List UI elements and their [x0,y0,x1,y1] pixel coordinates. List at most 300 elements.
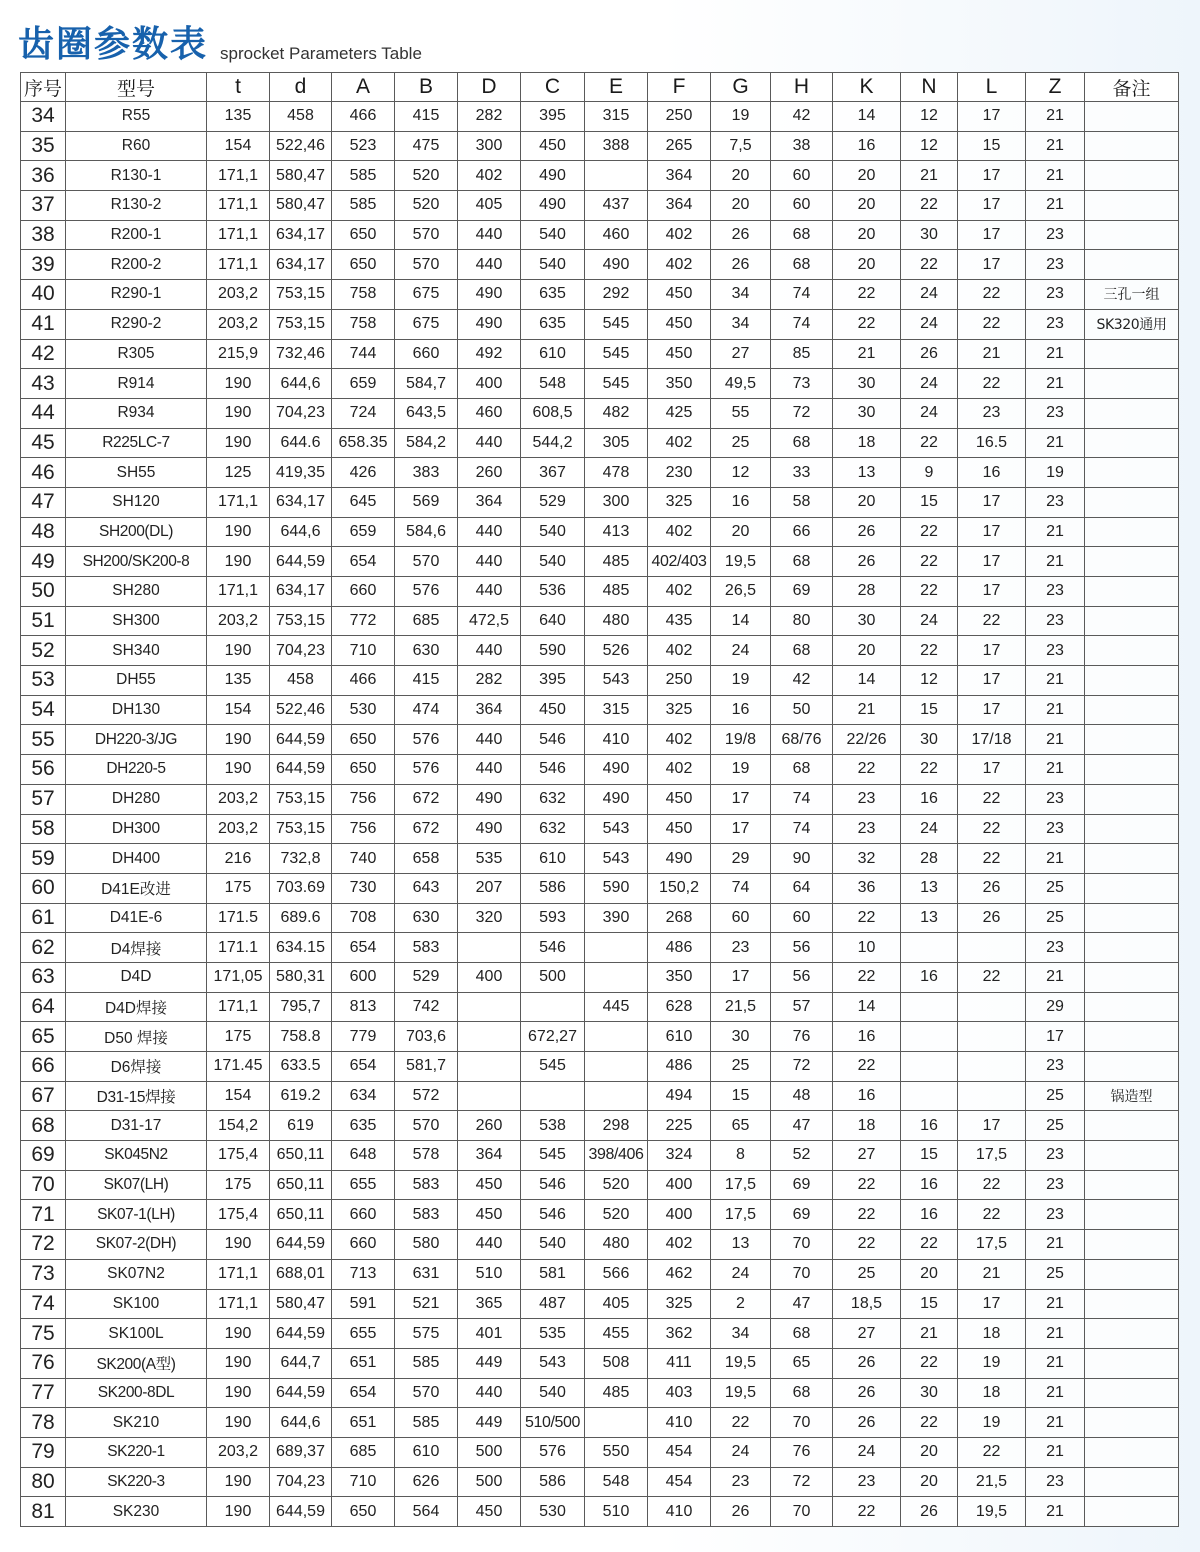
table-cell: 24 [711,1437,771,1467]
note-cell [1085,606,1179,636]
table-cell: 644,59 [270,725,332,755]
table-cell: 402 [648,755,711,785]
table-cell: 584,7 [395,369,458,399]
table-cell: 644.6 [270,428,332,458]
table-cell: 19 [958,1348,1026,1378]
table-cell: 415 [395,102,458,132]
table-cell: 520 [585,1200,648,1230]
table-cell: 68 [771,220,833,250]
table-cell: 450 [648,339,711,369]
table-cell: 32 [833,844,901,874]
table-row [21,1348,1179,1378]
table-cell: 23 [1026,220,1085,250]
table-cell: 460 [585,220,648,250]
table-cell: 19,5 [711,547,771,577]
table-cell: 325 [648,695,711,725]
table-cell: 440 [458,725,521,755]
row-index: 62 [21,933,66,963]
table-cell: 730 [332,873,395,903]
table-row [21,428,1179,458]
model-cell: R55 [66,102,207,132]
note-cell [1085,636,1179,666]
table-cell: 654 [332,1052,395,1082]
note-cell [1085,191,1179,221]
table-cell: 16 [901,784,958,814]
table-cell: 795,7 [270,992,332,1022]
table-cell: 490 [458,814,521,844]
table-cell: 24 [833,1437,901,1467]
table-cell: 742 [395,992,458,1022]
table-row [21,666,1179,696]
table-cell: 535 [458,844,521,874]
table-cell: 400 [458,369,521,399]
model-cell: D4D [66,962,207,992]
table-cell: 440 [458,428,521,458]
table-cell: 580,47 [270,191,332,221]
table-cell: 23 [1026,814,1085,844]
table-cell: 23 [1026,1052,1085,1082]
table-cell: 600 [332,962,395,992]
row-index: 68 [21,1111,66,1141]
table-row [21,933,1179,963]
note-cell [1085,1289,1179,1319]
table-cell: 23 [711,933,771,963]
model-cell: SK100 [66,1289,207,1319]
table-cell: 490 [521,161,585,191]
model-cell: SK230 [66,1497,207,1527]
table-cell: 154 [207,1081,270,1111]
table-cell: 485 [585,577,648,607]
table-cell: 732,8 [270,844,332,874]
table-cell: 402 [648,577,711,607]
table-cell: 540 [521,250,585,280]
table-cell: 490 [585,784,648,814]
table-row [21,873,1179,903]
table-cell: 650,11 [270,1200,332,1230]
table-cell: 56 [771,962,833,992]
model-cell: D50 焊接 [66,1022,207,1052]
table-cell: 207 [458,873,521,903]
table-cell: 523 [332,131,395,161]
table-cell: 22 [833,962,901,992]
table-body [21,102,1179,1527]
table-cell: 704,23 [270,398,332,428]
note-cell [1085,1022,1179,1052]
table-cell: 426 [332,458,395,488]
table-cell: 22 [901,517,958,547]
table-cell: 450 [521,131,585,161]
table-cell: 190 [207,369,270,399]
table-cell: 22 [711,1408,771,1438]
table-row [21,1289,1179,1319]
table-cell: 22 [901,1348,958,1378]
table-cell: 14 [833,102,901,132]
column-header: L [958,73,1026,102]
table-cell: 628 [648,992,711,1022]
table-cell: 14 [833,992,901,1022]
table-cell: 15 [901,695,958,725]
table-row [21,1081,1179,1111]
table-cell: 419,35 [270,458,332,488]
table-cell: 8 [711,1141,771,1171]
table-cell: 2 [711,1289,771,1319]
model-cell: R305 [66,339,207,369]
table-cell: 34 [711,309,771,339]
table-cell: 450 [648,784,711,814]
table-cell: 400 [648,1170,711,1200]
table-cell: 33 [771,458,833,488]
table-cell: 260 [458,1111,521,1141]
table-cell: 450 [648,309,711,339]
table-cell: 22 [901,191,958,221]
table-cell: 21 [1026,547,1085,577]
note-cell [1085,1200,1179,1230]
table-cell [585,1408,648,1438]
row-index: 72 [21,1230,66,1260]
row-index: 71 [21,1200,66,1230]
table-cell: 660 [332,577,395,607]
table-cell: 704,23 [270,1467,332,1497]
model-cell: D31-17 [66,1111,207,1141]
table-cell: 21 [1026,666,1085,696]
table-cell: 364 [648,191,711,221]
table-cell: 522,46 [270,131,332,161]
table-cell: 171.45 [207,1052,270,1082]
model-cell: D41E改进 [66,873,207,903]
model-cell: R200-2 [66,250,207,280]
table-cell: 410 [585,725,648,755]
table-cell: 689.6 [270,903,332,933]
table-cell: 17 [958,102,1026,132]
table-cell: 546 [521,1170,585,1200]
table-cell: 482 [585,398,648,428]
table-cell: 779 [332,1022,395,1052]
table-cell: 510 [458,1259,521,1289]
table-row [21,1437,1179,1467]
table-cell: 23 [1026,1467,1085,1497]
row-index: 35 [21,131,66,161]
table-cell: 68 [771,755,833,785]
table-cell: 68 [771,1319,833,1349]
table-cell: 490 [585,755,648,785]
table-cell: 24 [901,814,958,844]
note-cell [1085,547,1179,577]
table-cell: 659 [332,369,395,399]
table-cell: 175 [207,873,270,903]
table-cell: 440 [458,250,521,280]
table-row [21,577,1179,607]
table-cell: 16 [711,695,771,725]
table-cell: 440 [458,220,521,250]
table-cell: 454 [648,1437,711,1467]
table-cell: 644,59 [270,755,332,785]
table-cell [958,1022,1026,1052]
table-cell: 250 [648,102,711,132]
row-index: 77 [21,1378,66,1408]
table-cell: 23 [1026,606,1085,636]
table-cell: 65 [771,1348,833,1378]
table-cell: 325 [648,487,711,517]
table-cell: 292 [585,280,648,310]
table-cell: 402/403 [648,547,711,577]
table-cell: 21 [1026,369,1085,399]
table-cell: 26 [833,547,901,577]
table-cell: 21 [1026,1408,1085,1438]
table-cell: 644,6 [270,1408,332,1438]
table-cell: 265 [648,131,711,161]
table-row [21,725,1179,755]
table-row [21,1467,1179,1497]
table-row [21,1200,1179,1230]
table-cell: 450 [521,695,585,725]
table-cell: 203,2 [207,784,270,814]
table-cell: 610 [648,1022,711,1052]
table-cell: 13 [711,1230,771,1260]
table-cell: 494 [648,1081,711,1111]
table-cell: 570 [395,250,458,280]
table-row [21,131,1179,161]
table-cell: 15 [711,1081,771,1111]
table-cell: 475 [395,131,458,161]
table-cell: 581 [521,1259,585,1289]
table-cell: 395 [521,102,585,132]
table-cell: 7,5 [711,131,771,161]
table-cell: 17 [958,577,1026,607]
table-row [21,1052,1179,1082]
table-row [21,1378,1179,1408]
table-cell: 49,5 [711,369,771,399]
note-cell [1085,131,1179,161]
table-cell: 90 [771,844,833,874]
table-cell: 171.5 [207,903,270,933]
table-cell: 462 [648,1259,711,1289]
table-cell: 450 [648,280,711,310]
table-cell: 17 [1026,1022,1085,1052]
row-index: 42 [21,339,66,369]
note-cell [1085,487,1179,517]
row-index: 66 [21,1052,66,1082]
column-header: d [270,73,332,102]
table-cell: 634,17 [270,220,332,250]
table-cell: 175 [207,1170,270,1200]
table-cell: 24 [711,1259,771,1289]
row-index: 78 [21,1408,66,1438]
table-cell: 634,17 [270,487,332,517]
table-cell [521,992,585,1022]
table-cell: 21 [1026,1437,1085,1467]
table-cell: 17 [958,547,1026,577]
note-cell [1085,1408,1179,1438]
table-cell: 585 [395,1348,458,1378]
table-cell: 58 [771,487,833,517]
table-cell: 634,17 [270,577,332,607]
table-cell: 22 [833,1497,901,1527]
note-cell [1085,1052,1179,1082]
table-cell: 20 [711,161,771,191]
row-index: 34 [21,102,66,132]
table-cell: 480 [585,606,648,636]
table-cell: 12 [901,131,958,161]
table-cell: 17 [958,755,1026,785]
note-cell [1085,695,1179,725]
table-cell: 546 [521,725,585,755]
table-cell: 74 [771,309,833,339]
table-cell: 76 [771,1022,833,1052]
model-cell: R934 [66,398,207,428]
table-cell: 16 [901,1170,958,1200]
note-cell [1085,1111,1179,1141]
model-cell: SH280 [66,577,207,607]
row-index: 64 [21,992,66,1022]
table-cell: 474 [395,695,458,725]
table-cell: 753,15 [270,280,332,310]
table-cell [458,992,521,1022]
table-cell: 402 [648,636,711,666]
column-header: E [585,73,648,102]
table-cell: 545 [585,339,648,369]
table-cell: 26 [833,1408,901,1438]
table-cell: 20 [833,250,901,280]
table-cell: 756 [332,814,395,844]
model-cell: SK210 [66,1408,207,1438]
table-cell: 17 [958,161,1026,191]
table-cell: 56 [771,933,833,963]
table-cell: 52 [771,1141,833,1171]
table-cell: 26,5 [711,577,771,607]
table-row [21,102,1179,132]
table-cell: 458 [270,666,332,696]
column-header: D [458,73,521,102]
table-cell: 282 [458,666,521,696]
table-cell [901,1052,958,1082]
table-row [21,695,1179,725]
table-cell: 85 [771,339,833,369]
table-cell: 27 [711,339,771,369]
table-cell: 21 [901,1319,958,1349]
table-cell: 650,11 [270,1170,332,1200]
table-cell: 544,2 [521,428,585,458]
table-cell: 14 [711,606,771,636]
table-row [21,1259,1179,1289]
table-cell: 536 [521,577,585,607]
table-cell: 17,5 [711,1200,771,1230]
table-cell: 26 [958,873,1026,903]
table-row [21,369,1179,399]
table-cell: 325 [648,1289,711,1319]
table-cell: 410 [648,1497,711,1527]
table-cell: 650 [332,725,395,755]
table-row [21,161,1179,191]
table-cell: 550 [585,1437,648,1467]
table-cell: 398/406 [585,1141,648,1171]
table-cell: 70 [771,1230,833,1260]
table-cell: 543 [585,666,648,696]
note-cell [1085,1319,1179,1349]
note-cell [1085,1437,1179,1467]
table-cell: 659 [332,517,395,547]
table-cell: 485 [585,547,648,577]
table-cell: 15 [958,131,1026,161]
table-cell: 15 [901,487,958,517]
table-cell: 315 [585,695,648,725]
table-cell: 17 [958,487,1026,517]
model-cell: SK200(A型) [66,1348,207,1378]
table-cell: 660 [332,1230,395,1260]
table-cell: 413 [585,517,648,547]
table-cell: 685 [395,606,458,636]
table-cell: 298 [585,1111,648,1141]
table-cell: 22 [958,844,1026,874]
column-header: H [771,73,833,102]
note-cell [1085,1348,1179,1378]
table-cell: 282 [458,102,521,132]
note-cell [1085,1497,1179,1527]
table-cell: 22 [901,547,958,577]
column-header: B [395,73,458,102]
table-cell: 658.35 [332,428,395,458]
table-cell: 634.15 [270,933,332,963]
table-cell: 20 [901,1437,958,1467]
table-cell: 619 [270,1111,332,1141]
table-cell: 69 [771,1200,833,1230]
table-cell: 566 [585,1259,648,1289]
table-cell: 80 [771,606,833,636]
table-cell: 651 [332,1408,395,1438]
table-cell: 578 [395,1141,458,1171]
model-cell: SH120 [66,487,207,517]
row-index: 80 [21,1467,66,1497]
model-cell: DH220-5 [66,755,207,785]
table-cell: 300 [458,131,521,161]
table-cell: 460 [458,398,521,428]
table-cell: 19 [711,755,771,785]
table-cell: 21 [1026,1289,1085,1319]
note-cell [1085,1378,1179,1408]
row-index: 55 [21,725,66,755]
row-index: 50 [21,577,66,607]
table-cell: 450 [458,1497,521,1527]
table-cell: 50 [771,695,833,725]
table-cell: 644,59 [270,1230,332,1260]
table-cell: 466 [332,666,395,696]
table-cell: 593 [521,903,585,933]
table-cell [901,933,958,963]
table-cell: 450 [458,1170,521,1200]
table-cell: 68 [771,636,833,666]
table-cell: 20 [711,517,771,547]
model-cell: SK07N2 [66,1259,207,1289]
table-cell: 487 [521,1289,585,1319]
note-cell [1085,725,1179,755]
table-cell: 569 [395,487,458,517]
table-cell: 28 [833,577,901,607]
table-cell: 30 [833,398,901,428]
table-cell: 654 [332,933,395,963]
table-cell: 215,9 [207,339,270,369]
table-cell: 72 [771,398,833,428]
table-cell: 635 [521,309,585,339]
table-cell: 74 [771,784,833,814]
note-cell [1085,992,1179,1022]
table-cell: 23 [833,1467,901,1497]
table-cell: 585 [332,161,395,191]
table-cell [585,933,648,963]
table-cell: 25 [1026,1111,1085,1141]
table-cell: 572 [395,1081,458,1111]
table-cell: 154,2 [207,1111,270,1141]
table-cell: 34 [711,1319,771,1349]
table-cell: 708 [332,903,395,933]
